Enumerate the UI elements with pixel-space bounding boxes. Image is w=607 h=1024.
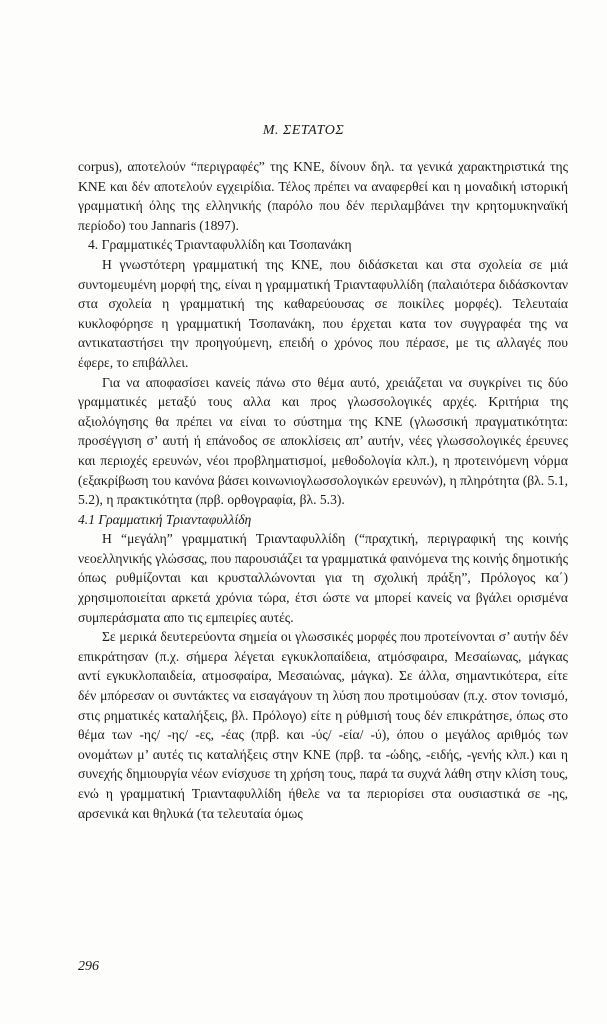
paragraph: Σε μερικά δευτερεύοντα σημεία οι γλωσσικές μορφές που προτείνονται σ’ αυτήν δέν επικράτησαν (π.χ. σήμερα λέγεται εγκυκλοπαίδεια, ατμόσφαιρα, Μεσαίωνας, μάγκας αντί εγκυκλοπαιδεία, ατμοσφαίρα, Μεσαιώνας, μάγκα). Σε άλλα, σημαντικότερα, είτε δέν μπόρεσαν οι συντάκτες να εισαγάγουν τη λύση που προτιμούσαν (π.χ. στον τονισμό, στις ρηματικές καταλήξεις, βλ. Πρόλογο) είτε η ρύθμισή τους δέν επικράτησε, όπως στο θέμα των -ης/ -ης/ -ες, -έας (πρβ. και -ύς/ -εία/ -ύ), όπου ο μεγάλος αριθμός των ονομάτων μ’ αυτές τις καταλήξεις στην ΚΝΕ (πρβ. τα -ώδης, -ειδής, -γενής κλπ.) και η συνεχής δημιουργία νέων ενίσχυσε τη χρήση τους, παρά τα συχνά λάθη στην κλίση τους, ενώ η γραμματική Τριανταφυλλίδη ήθελε να τα περιορίσει στα ουσιαστικά σε -ης, αρσενικά και θηλυκά (τα τελευταία όμως: [78, 629, 568, 821]
paragraph: Η “μεγάλη” γραμματική Τριανταφυλλίδη (“πραχτική, περιγραφική της κοινής νεοελληνικής γλώσσας, που παρουσιάζει τα γραμματικά φαινόμενα της κοινής δημοτικής όπως ρυθμίζονται και κρυσταλλώνονται για τη σχολική πράξη”, Πρόλογος κα΄) χρησιμοποιείται αρκετά χρόνια τώρα, έτσι ώστε να μπορεί κανείς να βγάλει ορισμένα συμπεράσματα απο τις εμπειρίες αυτές.: [78, 531, 568, 625]
section-heading-4-1: 4.1 Γραμματική Τριανταφυλλίδη: [78, 511, 252, 527]
running-head: Μ. ΣΕΤΑΤΟΣ: [262, 123, 345, 138]
paragraph: Για να αποφασίσει κανείς πάνω στο θέμα αυτό, χρειάζεται να συγκρίνει τις δύο γραμματικές μεταξύ τους αλλα και προς γλωσσολογικές αρχές. Κριτήρια της αξιολόγησης θα πρέπει να είναι το σύστημα της ΚΝΕ (γλωσσική πραγματικότητα: προσέγγιση σ’ αυτή ή επάνοδος σε αποκλίσεις απ’ αυτήν, νέες γλωσσολογικές έρευνες και περιοχές ερευνών, νέοι προβληματισμοί, μεθοδολογία κλπ.), η προτεινόμενη νόρμα (εξακρίβωση του κανόνα βάσει κοινωνιογλωσσολογικών ερευνών), η πληρότητα (βλ. 5.1, 5.2), η πρακτικότητα (πρβ. ορθογραφία, βλ. 5.3).: [78, 374, 568, 508]
page-body: [78, 157, 568, 823]
section-heading-4: 4. Γραμματικές Τριανταφυλλίδη και Τσοπανάκη: [88, 237, 352, 253]
page-number: 296: [78, 959, 99, 974]
paragraph: Η γνωστότερη γραμματική της ΚΝΕ, που διδάσκεται και στα σχολεία σε μιά συντομευμένη μορφή της, είναι η γραμματική Τριανταφυλλίδη (παλαιότερα διδάσκονταν στα σχολεία η γραμματική της καθαρεύουσας σε ποικίλες μορφές). Τελευταία κυκλοφόρησε η γραμματική Τσοπανάκη, που έρχεται κατα τον συγγραφέα της να αντικαταστήσει την προηγούμενη, επειδή ο χρόνος που πέρασε, με τις αλλαγές που έφερε, το επιβάλλει.: [78, 256, 568, 370]
paragraph-continuation: corpus), αποτελούν “περιγραφές” της ΚΝΕ, δίνουν δηλ. τα γενικά χαρακτηριστικά της ΚΝΕ και δέν αποτελούν εγχειρίδια. Τέλος πρέπει να αναφερθεί και η μοναδική ιστορική γραμματική όλης της ελληνικής (παρόλο που δέν περιλαμβάνει την κρητομυκηναϊκή περίοδο) του Jannaris (1897).: [78, 159, 568, 233]
